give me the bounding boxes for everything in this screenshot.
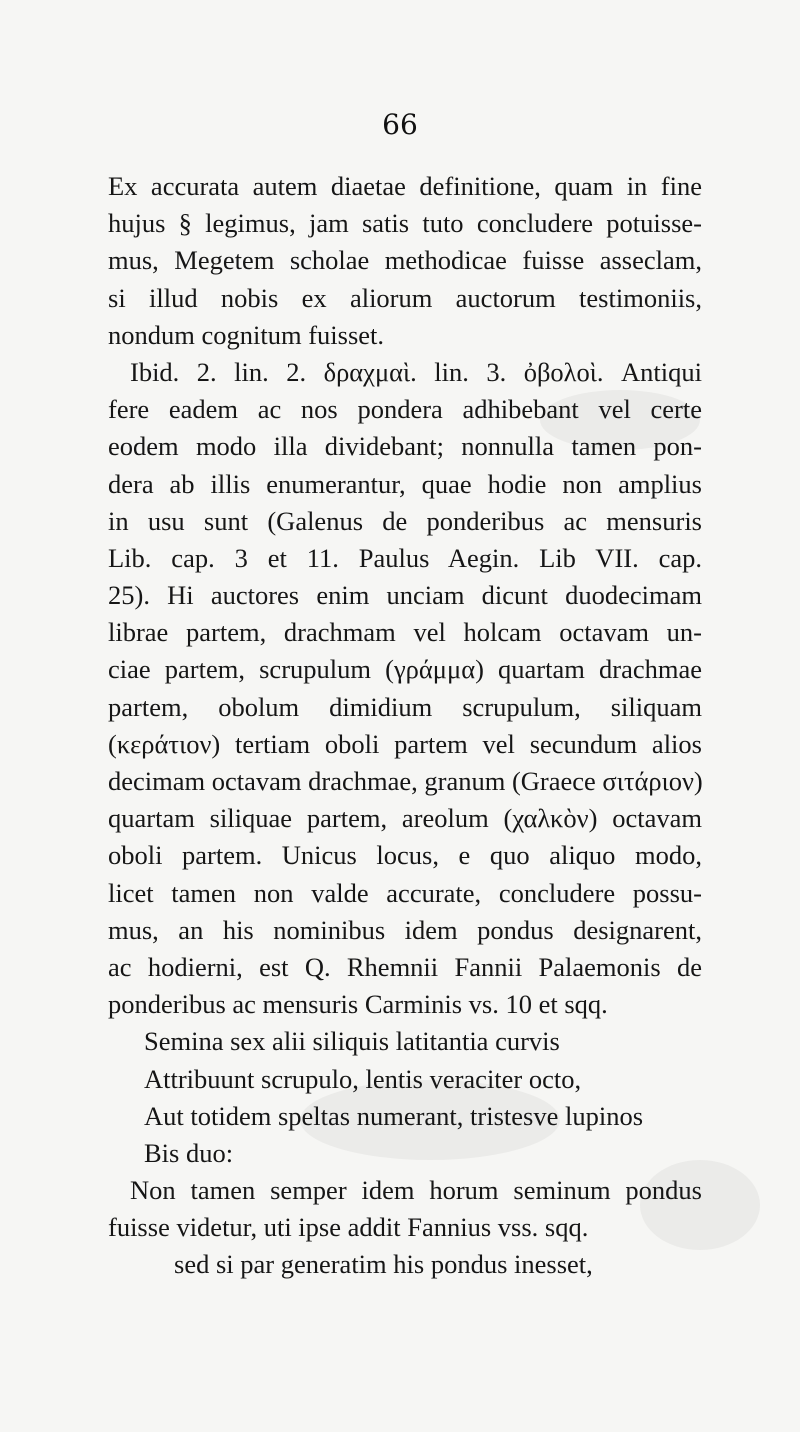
page-number: 66 [382, 108, 418, 141]
text-line: licet tamen non valde accurate, concludere possu- [108, 877, 702, 908]
text-line: eodem modo illa dividebant; nonnulla tamen pon- [108, 431, 702, 462]
text-line: decimam octavam drachmae, granum (Graece σιτάριον) [108, 766, 703, 796]
verse-line: Semina sex alii siliquis latitantia curvis [144, 1026, 560, 1057]
text-line: oboli partem. Unicus locus, e quo aliquo modo, [108, 840, 702, 871]
text-line: nondum cognitum fuisset. [108, 319, 385, 350]
text-line: fuisse videtur, uti ipse addit Fannius vss. sqq. [108, 1212, 589, 1243]
text-line: mus, an his nominibus idem pondus designarent, [108, 914, 702, 945]
text-line: si illud nobis ex aliorum auctorum testimoniis, [108, 282, 702, 313]
text-line: hujus § legimus, jam satis tuto concludere potuisse- [108, 208, 702, 239]
text-line: librae partem, drachmam vel holcam octavam un- [108, 617, 702, 648]
text-line: Non tamen semper idem horum seminum pondus [130, 1175, 702, 1206]
verse-line: Attribuunt scrupulo, lentis veraciter octo, [144, 1063, 582, 1094]
verse-line: Bis duo: [144, 1137, 234, 1168]
body-text [108, 168, 702, 1284]
text-line: 25). Hi auctores enim unciam dicunt duodecimam [108, 580, 702, 611]
text-line: ciae partem, scrupulum (γράμμα) quartam drachmae [108, 654, 702, 685]
text-line: mus, Megetem scholae methodicae fuisse asseclam, [108, 245, 702, 276]
text-line: dera ab illis enumerantur, quae hodie non amplius [108, 468, 702, 499]
text-line: Lib. cap. 3 et 11. Paulus Aegin. Lib VII. cap. [108, 542, 702, 573]
text-line: Ex accurata autem diaetae definitione, quam in fine [108, 171, 702, 201]
text-line: sed si par generatim his pondus inesset, [174, 1249, 593, 1280]
text-line: Ibid. 2. lin. 2. δραχμαὶ. lin. 3. ὀβολοὶ. Antiqui [130, 356, 702, 387]
text-line: partem, obolum dimidium scrupulum, siliquam [108, 691, 702, 722]
text-line: in usu sunt (Galenus de ponderibus ac mensuris [108, 505, 702, 536]
text-line: (κεράτιον) tertiam oboli partem vel secundum alios [108, 728, 702, 759]
verse-line: Aut totidem speltas numerant, tristesve lupinos [144, 1100, 644, 1131]
text-line: quartam siliquae partem, areolum (χαλκὸν) octavam [108, 803, 702, 834]
text-line: fere eadem ac nos pondera adhibebant vel certe [108, 394, 702, 425]
text-line: ac hodierni, est Q. Rhemnii Fannii Palaemonis de [108, 951, 702, 982]
text-line: ponderibus ac mensuris Carminis vs. 10 et sqq. [108, 989, 608, 1020]
